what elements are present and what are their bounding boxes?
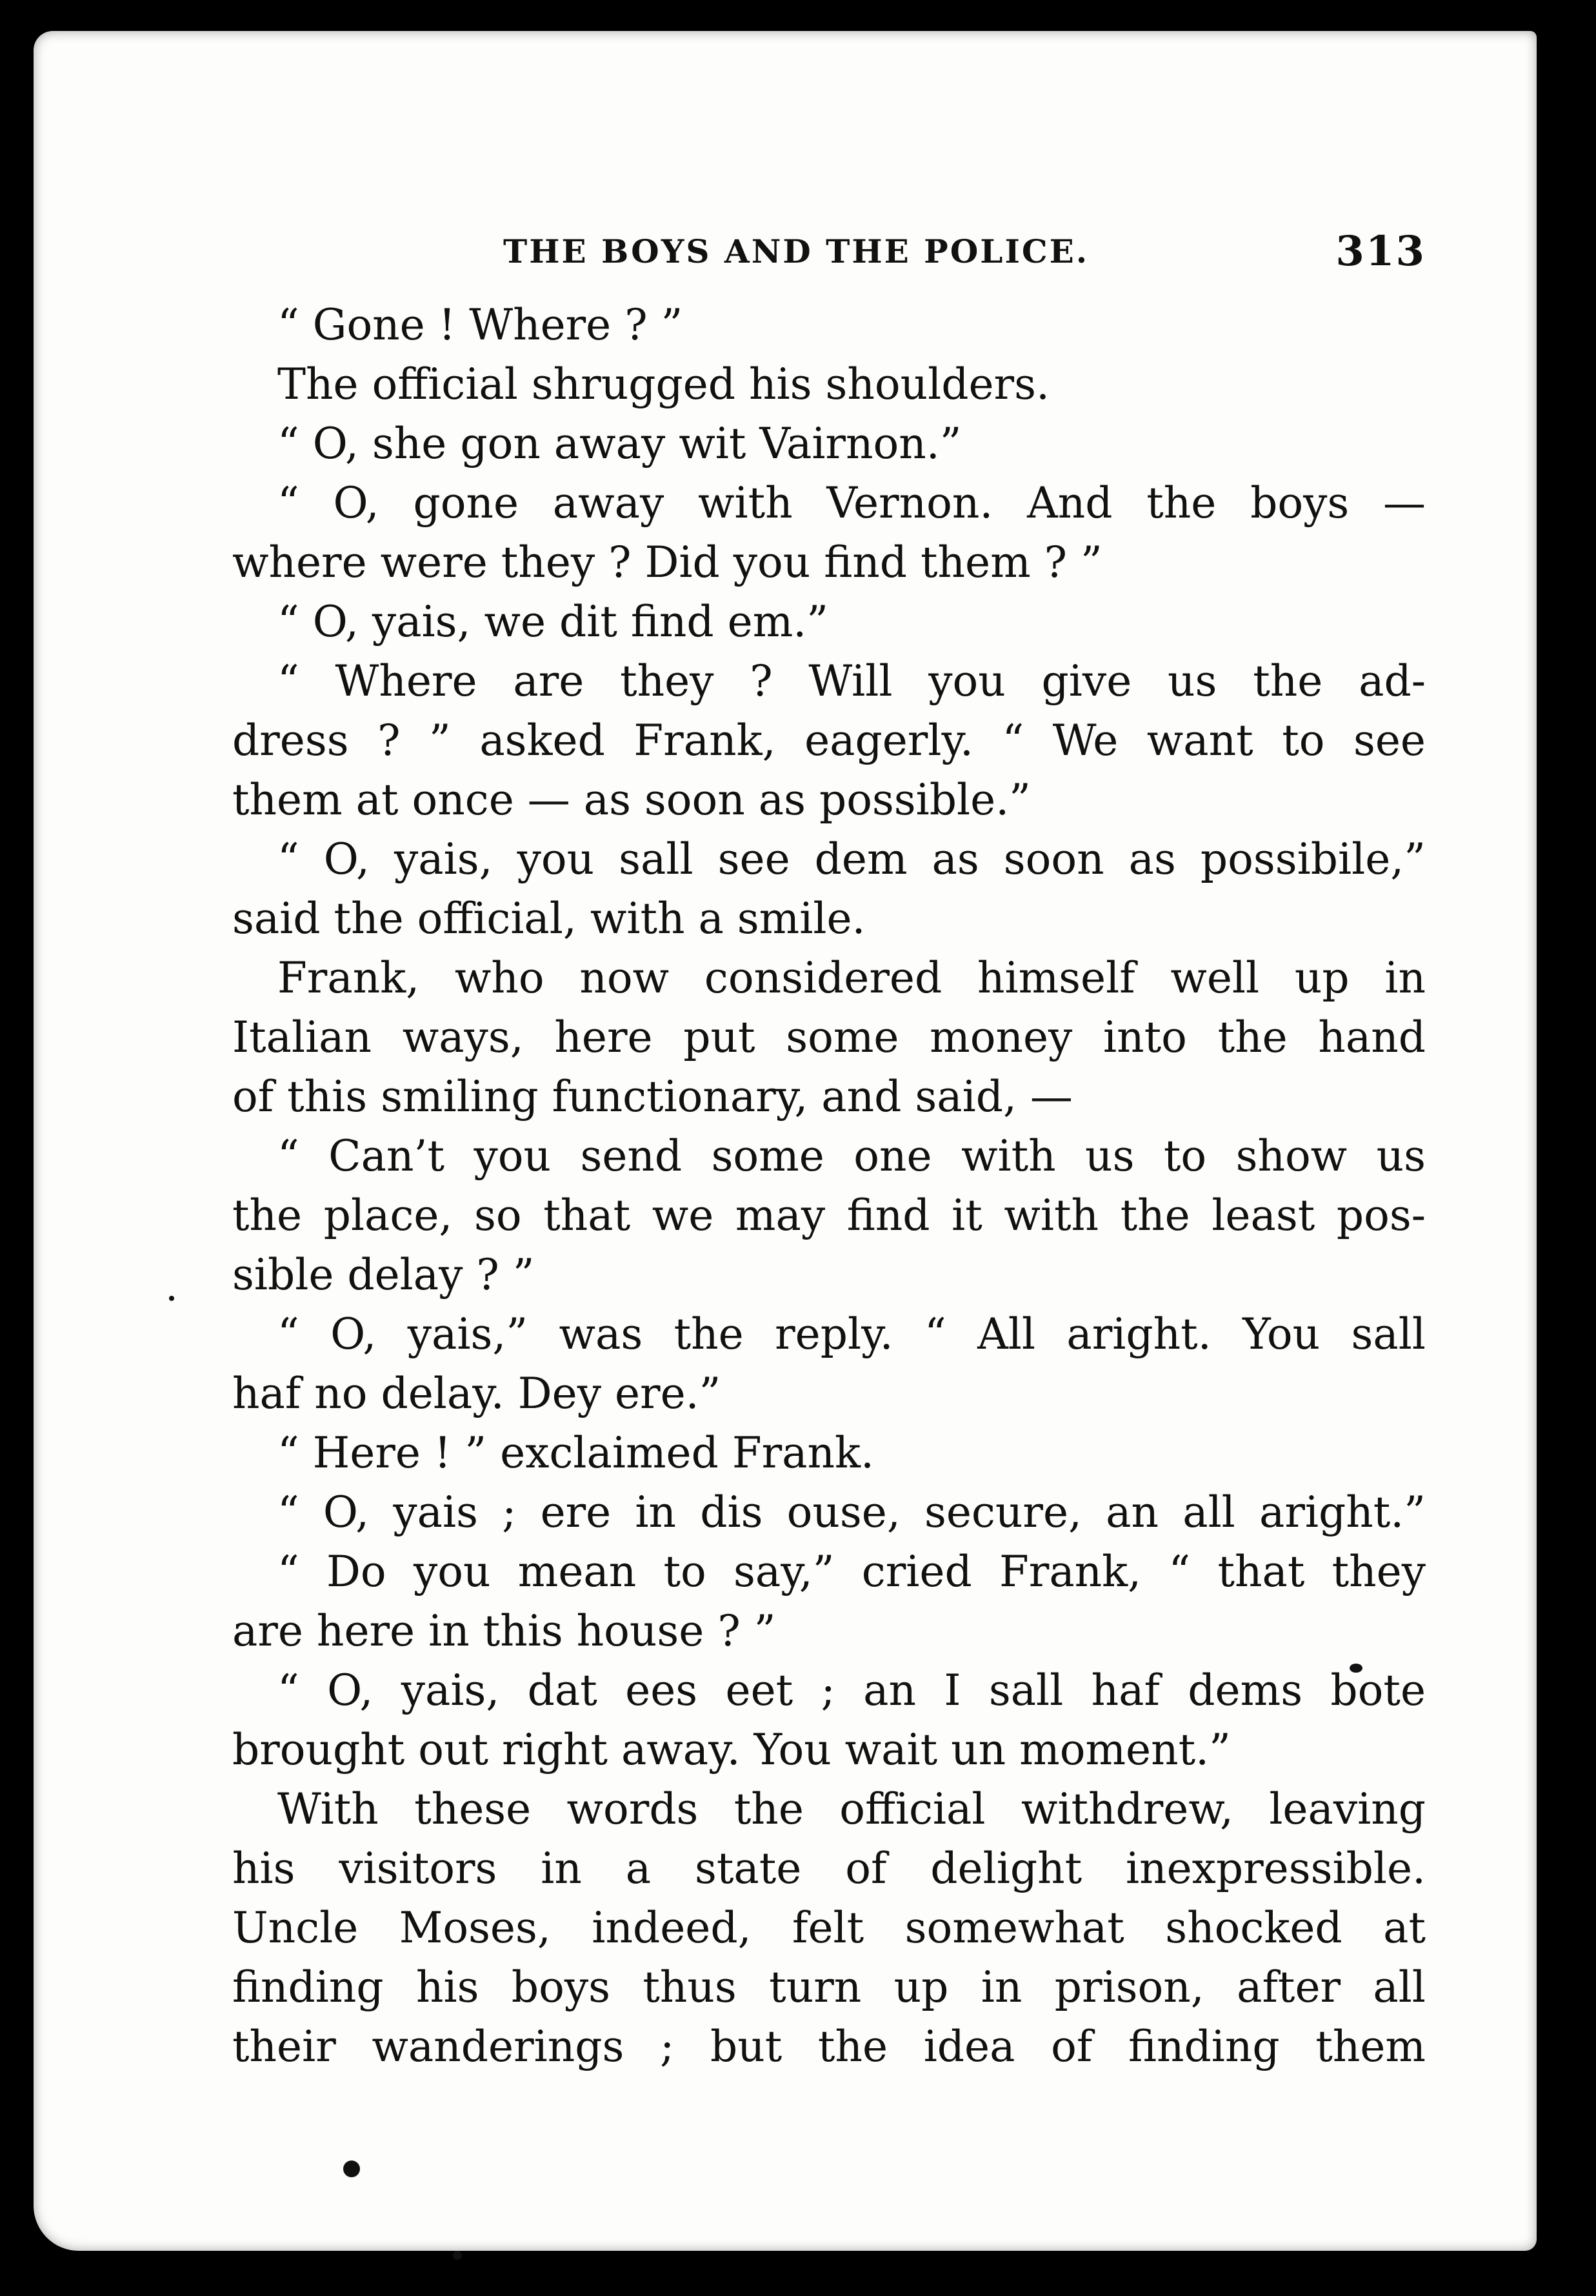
text-line: With these words the official withdrew, leaving xyxy=(277,1784,1426,1834)
text-line: his visitors in a state of delight inexpressible. xyxy=(232,1844,1426,1893)
text-line: “ O, gone away with Vernon. And the boys — xyxy=(277,478,1426,528)
text-line: brought out right away. You wait un moment.” xyxy=(232,1725,1231,1775)
text-line: “ Where are they ? Will you give us the ad- xyxy=(277,656,1426,706)
text-line: dress ? ” asked Frank, eagerly. “ We want to see xyxy=(232,716,1426,765)
ink-speck xyxy=(169,1296,174,1301)
text-line: “ Can’t you send some one with us to show us xyxy=(277,1131,1426,1181)
text-line: Uncle Moses, indeed, felt somewhat shocked at xyxy=(232,1903,1426,1953)
ink-speck xyxy=(343,2160,360,2177)
text-line: them at once — as soon as possible.” xyxy=(232,775,1031,825)
text-line: the place, so that we may find it with the least pos- xyxy=(232,1191,1426,1240)
running-title: THE BOYS AND THE POLICE. xyxy=(503,232,1090,270)
text-line: “ O, yais ; ere in dis ouse, secure, an all aright.” xyxy=(277,1487,1426,1537)
ink-speck xyxy=(453,2251,462,2260)
text-line: The official shrugged his shoulders. xyxy=(277,359,1050,409)
text-line: said the official, with a smile. xyxy=(232,894,866,943)
page-content xyxy=(232,219,1426,2077)
text-line: “ O, she gon away wit Vairnon.” xyxy=(277,419,962,468)
text-line: “ O, yais,” was the reply. “ All aright. You sall xyxy=(277,1309,1426,1359)
text-line: of this smiling functionary, and said, — xyxy=(232,1072,1073,1122)
text-line: “ Gone ! Where ? ” xyxy=(277,300,683,350)
text-line: “ O, yais, you sall see dem as soon as possibile,” xyxy=(277,834,1426,884)
text-line: “ Do you mean to say,” cried Frank, “ that they xyxy=(277,1547,1426,1596)
text-line: are here in this house ? ” xyxy=(232,1606,776,1656)
text-line: “ O, yais, dat ees eet ; an I sall haf dems bote xyxy=(277,1666,1426,1715)
text-line: finding his boys thus turn up in prison, after all xyxy=(232,1962,1426,2012)
text-line: Italian ways, here put some money into the hand xyxy=(232,1012,1426,1062)
page-number: 313 xyxy=(1335,227,1426,276)
text-line: haf no delay. Dey ere.” xyxy=(232,1369,721,1418)
text-line: “ O, yais, we dit find em.” xyxy=(277,597,829,647)
body-text xyxy=(232,296,1426,2077)
text-line: Frank, who now considered himself well up in xyxy=(277,953,1426,1003)
text-line: where were they ? Did you find them ? ” xyxy=(232,538,1102,587)
text-line: sible delay ? ” xyxy=(232,1250,535,1300)
running-header xyxy=(232,219,1426,290)
text-line: “ Here ! ” exclaimed Frank. xyxy=(277,1428,874,1478)
text-line: their wanderings ; but the idea of finding them xyxy=(232,2022,1426,2071)
